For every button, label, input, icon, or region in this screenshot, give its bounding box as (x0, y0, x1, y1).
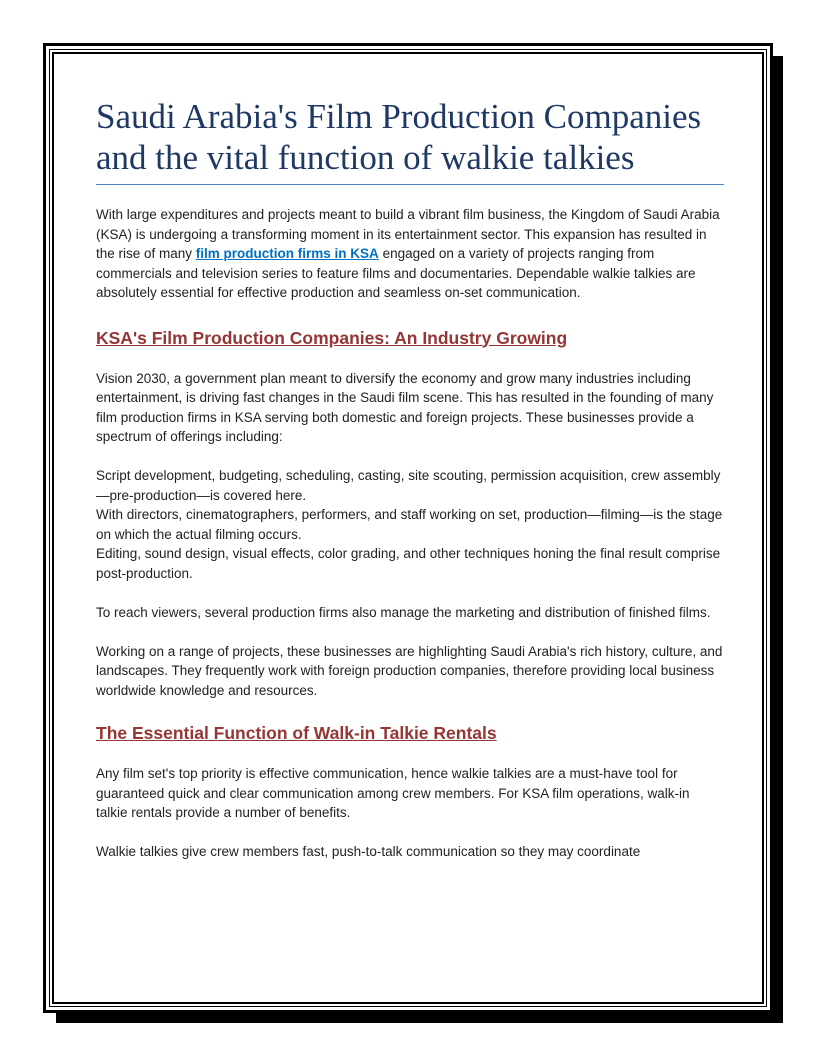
document-body (96, 96, 724, 862)
paragraph: Script development, budgeting, scheduling, casting, site scouting, permission acquisition, crew assembly—pre-production—is covered here. (96, 468, 721, 503)
document-title: Saudi Arabia's Film Production Companies and the vital function of walkie talkies (96, 96, 724, 185)
paragraph: Walkie talkies give crew members fast, push-to-talk communication so they may coordinate (96, 844, 641, 859)
paragraph: With directors, cinematographers, performers, and staff working on set, production—filming—is the stage on which the actual filming occurs. (96, 507, 723, 542)
paragraph: Vision 2030, a government plan meant to diversify the economy and grow many industries including entertainment, is driving fast changes in the Saudi film scene. This has resulted in the founding of many film production firms in KSA serving both domestic and foreign projects. These businesses provide a spectrum of offerings including: (96, 370, 714, 444)
section-heading-industry: KSA's Film Production Companies: An Industry Growing (96, 327, 568, 348)
paragraph: To reach viewers, several production firms also manage the marketing and distribution of finished films. (96, 604, 711, 620)
paragraph: Editing, sound design, visual effects, color grading, and other techniques honing the final result comprise post-production. (96, 546, 721, 581)
intro-paragraph: With large expenditures and projects meant to build a vibrant film business, the Kingdom of Saudi Arabia (KSA) is undergoing a transforming moment in its entertainment sector. This expansion has resulted in the rise of many film production firms in KSA engaged on a variety of projects ranging from commercials and television series to feature films and documentaries. Dependable walkie talkies are absolutely essential for effective production and seamless on-set communication. (96, 207, 720, 300)
section-heading-walkie-rentals: The Essential Function of Walk-in Talkie Rentals (96, 723, 497, 743)
paragraph: Working on a range of projects, these businesses are highlighting Saudi Arabia's rich history, culture, and landscapes. They frequently work with foreign production companies, therefore providing local business worldwide knowledge and resources. (96, 643, 723, 698)
paragraph: Any film set's top priority is effective communication, hence walkie talkies are a must-have tool for guaranteed quick and clear communication among crew members. For KSA film operations, walk-in talkie rentals provide a number of benefits. (96, 766, 690, 820)
film-production-firms-link[interactable]: film production firms in KSA (195, 246, 379, 261)
